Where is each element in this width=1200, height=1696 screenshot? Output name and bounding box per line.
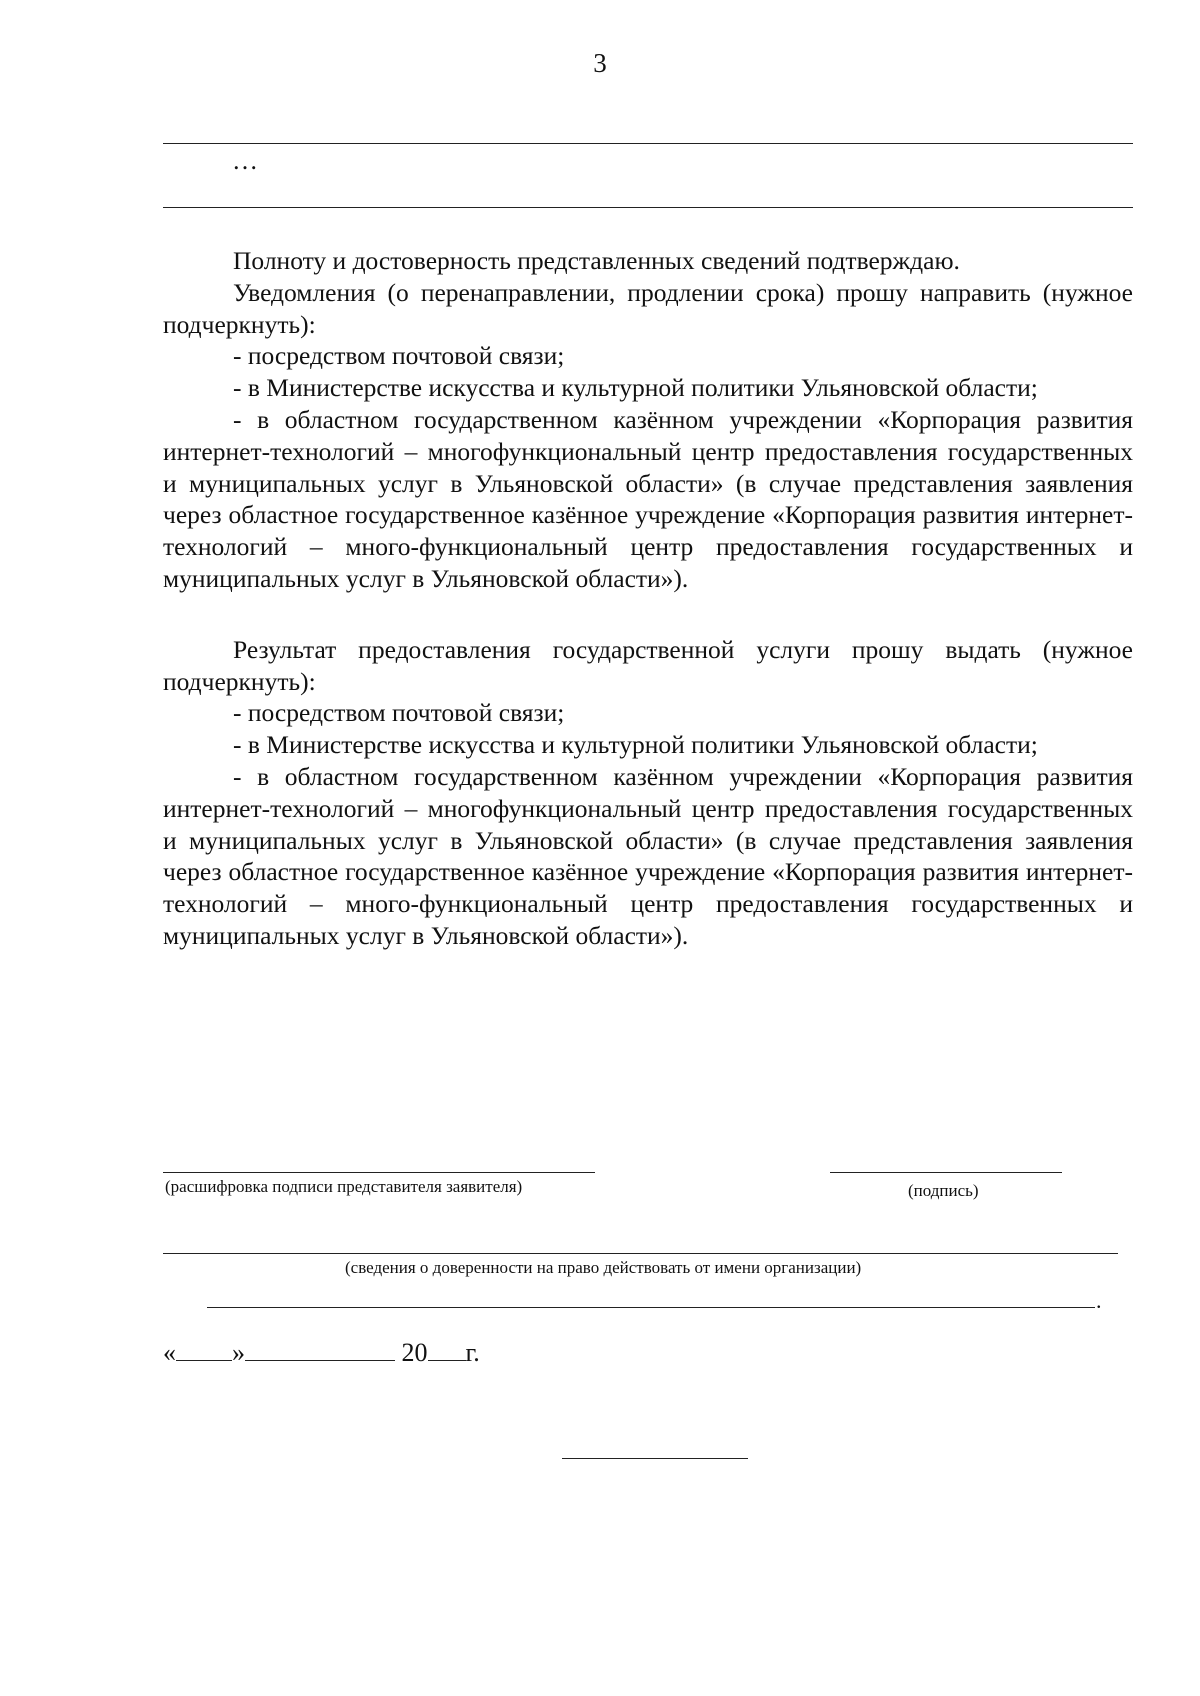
result-intro: Результат предоставления государственной услуги прошу выдать (нужное подчеркнуть): xyxy=(163,634,1133,696)
date-year-blank xyxy=(428,1336,466,1361)
date-close-quote: » xyxy=(232,1338,245,1367)
date-year-prefix: 20 xyxy=(401,1338,428,1367)
date-open-quote: « xyxy=(163,1338,176,1367)
result-option-ministry: - в Министерстве искусства и культурной политики Ульяновской области; xyxy=(233,730,1038,760)
date-year-suffix: г. xyxy=(465,1338,480,1367)
notifications-intro: Уведомления (о перенаправлении, продлении срока) прошу направить (нужное подчеркнуть): xyxy=(163,277,1133,339)
date-line xyxy=(163,1336,480,1368)
result-option-mfc: - в областном государственном казённом учреждении «Корпорация развития интернет-технологий – многофункциональный центр предоставления государственных и муниципальных услуг в Ульяновской области» (в случае представления заявления через областное государственное казённое учреждение «Корпорация развития интернет-технологий – много-функциональный центр предоставления государственных и муниципальных услуг в Ульяновской области»). xyxy=(163,761,1133,950)
poa-caption: (сведения о доверенности на право действовать от имени организации) xyxy=(345,1258,862,1277)
header-rule-bottom xyxy=(163,207,1133,208)
signature-decode-line xyxy=(163,1172,595,1173)
signature-line xyxy=(830,1172,1062,1173)
notifications-option-post: - посредством почтовой связи; xyxy=(233,341,565,371)
notifications-option-ministry: - в Министерстве искусства и культурной политики Ульяновской области; xyxy=(233,373,1038,403)
date-month-blank xyxy=(245,1336,395,1361)
date-day-blank xyxy=(176,1336,232,1361)
page-number: 3 xyxy=(593,48,607,78)
section-gap xyxy=(163,595,1133,634)
document-body xyxy=(163,245,1133,952)
signature-decode-caption: (расшифровка подписи представителя заявителя) xyxy=(165,1177,523,1196)
omitted-content-ellipsis: … xyxy=(232,146,260,175)
closing-rule xyxy=(562,1458,748,1459)
poa-line-2 xyxy=(207,1307,1095,1308)
notifications-option-mfc: - в областном государственном казённом учреждении «Корпорация развития интернет-технологий – многофункциональный центр предоставления государственных и муниципальных услуг в Ульяновской области» (в случае представления заявления через областное государственное казённое учреждение «Корпорация развития интернет-технологий – много-функциональный центр предоставления государственных и муниципальных услуг в Ульяновской области»). xyxy=(163,404,1133,593)
signature-caption: (подпись) xyxy=(908,1181,979,1200)
confirmation-text: Полноту и достоверность представленных сведений подтверждаю. xyxy=(233,246,960,275)
poa-line-1 xyxy=(163,1253,1118,1254)
header-rule-top xyxy=(163,143,1133,144)
result-option-post: - посредством почтовой связи; xyxy=(233,698,565,728)
poa-end-mark: . xyxy=(1096,1288,1102,1313)
